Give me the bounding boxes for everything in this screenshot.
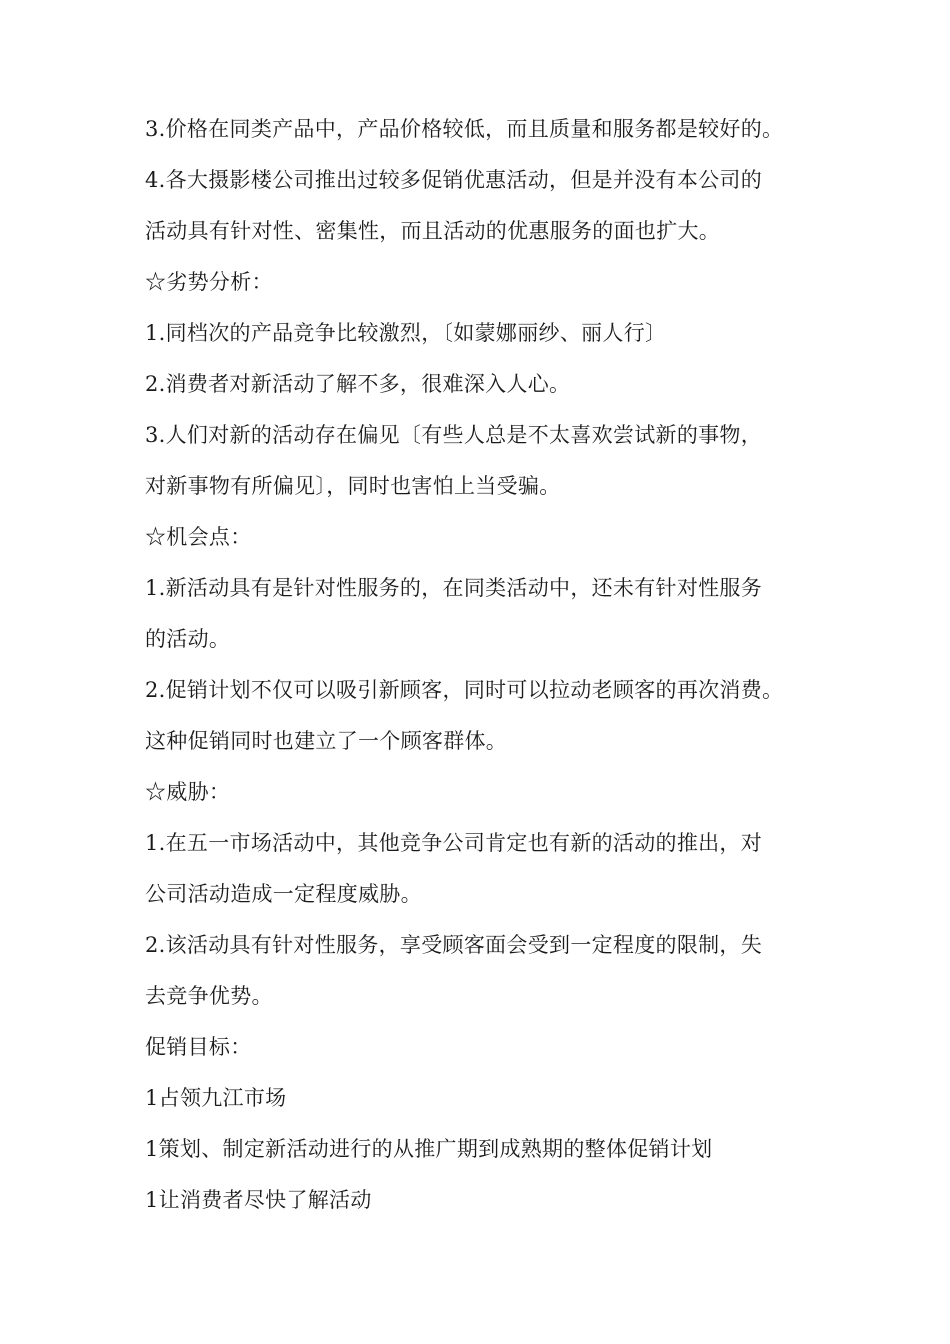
section-heading: ☆威胁： <box>145 780 231 804</box>
body-line: 4.各大摄影楼公司推出过较多促销优惠活动，但是并没有本公司的 <box>145 168 763 192</box>
body-line: 1占领九江市场 <box>145 1086 287 1110</box>
body-line: 3.人们对新的活动存在偏见〔有些人总是不太喜欢尝试新的事物， <box>145 423 763 447</box>
section-heading: ☆机会点： <box>145 525 252 549</box>
body-line: 2.消费者对新活动了解不多，很难深入人心。 <box>145 372 571 396</box>
body-line: 1让消费者尽快了解活动 <box>145 1188 372 1212</box>
body-line: 1.新活动具有是针对性服务的，在同类活动中，还未有针对性服务 <box>145 576 763 600</box>
body-line: 这种促销同时也建立了一个顾客群体。 <box>145 729 508 753</box>
body-line: 1.同档次的产品竞争比较激烈，〔如蒙娜丽纱、丽人行〕 <box>145 321 667 345</box>
body-line: 活动具有针对性、密集性，而且活动的优惠服务的面也扩大。 <box>145 219 721 243</box>
body-line: 对新事物有所偏见〕，同时也害怕上当受骗。 <box>145 474 561 498</box>
body-line: 2.促销计划不仅可以吸引新顾客，同时可以拉动老顾客的再次消费。 <box>145 678 784 702</box>
body-line: 的活动。 <box>145 627 231 651</box>
body-line: 1策划、制定新活动进行的从推广期到成熟期的整体促销计划 <box>145 1137 713 1161</box>
body-line: 公司活动造成一定程度威胁。 <box>145 882 422 906</box>
section-heading: ☆劣势分析： <box>145 270 273 294</box>
body-line: 1.在五一市场活动中，其他竞争公司肯定也有新的活动的推出，对 <box>145 831 763 855</box>
body-line: 2.该活动具有针对性服务，享受顾客面会受到一定程度的限制，失 <box>145 933 763 957</box>
body-line: 去竞争优势。 <box>145 984 273 1008</box>
body-line: 3.价格在同类产品中，产品价格较低，而且质量和服务都是较好的。 <box>145 117 784 141</box>
section-heading: 促销目标： <box>145 1035 252 1059</box>
